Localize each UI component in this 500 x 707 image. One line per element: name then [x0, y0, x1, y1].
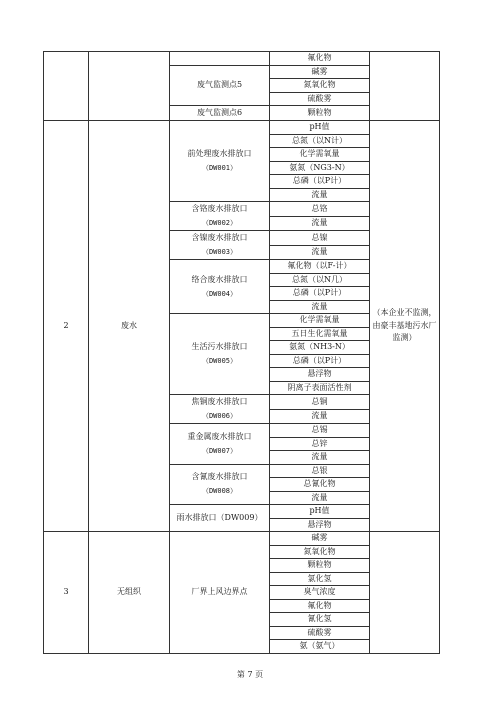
pollutant-item: 氟化物 [270, 52, 370, 66]
pollutant-item: 臭气浓度 [270, 586, 370, 600]
pollutant-item: 流量 [270, 409, 370, 424]
outlet-code: （DW007） [201, 446, 238, 455]
outlet-code: （DW002） [201, 219, 238, 227]
pollutant-item: 总铜 [270, 395, 370, 410]
pollutant-item: 总银 [270, 464, 370, 478]
monitoring-point-name: 废气监测点5 [196, 80, 243, 90]
monitoring-point [170, 464, 270, 505]
pollutant-item: 悬浮物 [270, 368, 370, 382]
pollutant-item: 氟化物（以F-计） [270, 260, 370, 274]
pollutant-item: 氯化氢 [270, 572, 370, 586]
pollutant-item: 总氮（以N计） [270, 134, 370, 148]
monitoring-point-name: 厂界上风边界点 [191, 587, 248, 597]
outlet-code: （DW003） [201, 248, 238, 256]
pollution-category [89, 52, 170, 121]
remarks-cell: （本企业不监测，由豪丰基地污水厂监测） [370, 121, 440, 532]
outlet-code: （DW005） [201, 357, 238, 365]
pollutant-item: 氟化物 [270, 599, 370, 613]
pollutant-item: 流量 [270, 451, 370, 465]
monitoring-point-name: 雨水排放口（DW009） [176, 513, 263, 522]
pollutant-item: 总磷（以P计） [270, 175, 370, 189]
pollutant-item: 总铬 [270, 202, 370, 217]
pollutant-item: 流量 [270, 245, 370, 260]
monitoring-point-name: 重金属废水排放口 [187, 431, 252, 441]
monitoring-point [170, 121, 270, 202]
pollutant-item: 硫酸雾 [270, 626, 370, 640]
pollutant-item: 流量 [270, 216, 370, 231]
monitoring-table [43, 51, 440, 654]
row-number: 2 [44, 121, 89, 532]
pollutant-item: 流量 [270, 188, 370, 202]
pollutant-item: 悬浮物 [270, 518, 370, 532]
table-row [44, 52, 440, 66]
pollutant-item: 颗粒物 [270, 559, 370, 573]
monitoring-point [170, 65, 270, 106]
monitoring-point [170, 202, 270, 231]
page-number: 第 7 页 [236, 670, 264, 679]
monitoring-point [170, 532, 270, 654]
pollutant-item: 碱雾 [270, 532, 370, 546]
pollutant-item: 总氰化物 [270, 478, 370, 492]
monitoring-point-name: 前处理废水排放口 [187, 149, 252, 158]
pollutant-item: pH值 [270, 505, 370, 519]
pollutant-item: 硫酸雾 [270, 92, 370, 106]
pollutant-item: 总锌 [270, 437, 370, 451]
monitoring-point-name: 含铬废水排放口 [191, 204, 248, 213]
pollutant-item: 氨氮（NG3-N） [270, 161, 370, 175]
monitoring-point [170, 260, 270, 314]
pollutant-item: 氰化氢 [270, 613, 370, 627]
pollutant-item: 碱雾 [270, 65, 370, 79]
monitoring-point [170, 52, 270, 66]
outlet-code: （DW006） [201, 412, 238, 420]
pollutant-item: 总氮（以N几） [270, 273, 370, 287]
monitoring-point-name: 含镍废水排放口 [191, 233, 248, 242]
table-row [44, 532, 440, 546]
monitoring-point [170, 395, 270, 424]
row-number [44, 52, 89, 121]
monitoring-point [170, 314, 270, 395]
pollutant-item: 流量 [270, 491, 370, 505]
pollution-category: 废水 [89, 121, 170, 532]
monitoring-point-name: 络合废水排放口 [191, 274, 248, 284]
table-row [44, 121, 440, 135]
monitoring-point-name: 废气监测点6 [196, 108, 243, 117]
remarks-cell [370, 532, 440, 654]
outlet-code: （DW004） [201, 289, 238, 298]
pollutant-item: 五日生化需氧量 [270, 327, 370, 341]
monitoring-point-name: 焦铜废水排放口 [191, 397, 248, 406]
outlet-code: （DW008） [201, 487, 238, 496]
monitoring-point [170, 505, 270, 532]
pollutant-item: 阴离子表面活性剂 [270, 381, 370, 395]
pollutant-item: 氮氧化物 [270, 545, 370, 559]
pollutant-item: 总磷（以P计） [270, 287, 370, 301]
pollutant-item: 氨（氨气） [270, 640, 370, 654]
pollution-category: 无组织 [89, 532, 170, 654]
pollutant-item: 氮氧化物 [270, 79, 370, 93]
outlet-code: （DW001） [201, 164, 238, 172]
remarks-cell [370, 52, 440, 121]
monitoring-point [170, 424, 270, 465]
monitoring-point [170, 106, 270, 121]
pollutant-item: 氨氮（NH3-N） [270, 341, 370, 355]
monitoring-point-name: 生活污水排放口 [191, 342, 248, 351]
pollutant-item: 总锡 [270, 424, 370, 438]
pollutant-item: 化学需氧量 [270, 314, 370, 328]
pollutant-item: 化学需氧量 [270, 148, 370, 162]
pollutant-item: 总镍 [270, 231, 370, 246]
monitoring-point-name: 含氰废水排放口 [191, 472, 248, 482]
pollutant-item: pH值 [270, 121, 370, 135]
monitoring-point [170, 231, 270, 260]
row-number: 3 [44, 532, 89, 654]
pollutant-item: 颗粒物 [270, 106, 370, 121]
pollutant-item: 流量 [270, 300, 370, 314]
pollutant-item: 总磷（以P计） [270, 354, 370, 368]
